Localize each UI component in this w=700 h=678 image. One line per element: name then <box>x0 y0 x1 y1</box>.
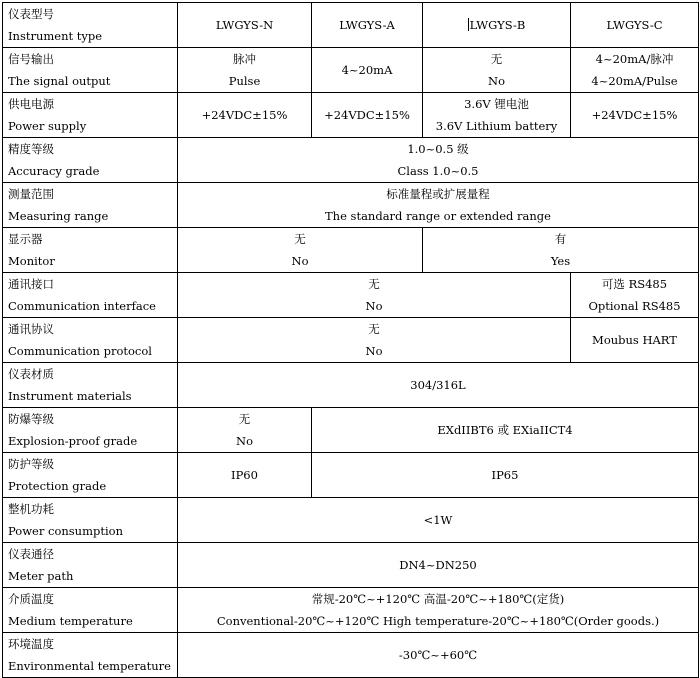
label-en: Meter path <box>8 569 74 583</box>
cell-n <box>178 48 312 93</box>
label-en: Measuring range <box>8 209 109 223</box>
row-label <box>3 588 178 633</box>
row-monitor <box>3 228 699 273</box>
label-cn: 测量范围 <box>8 187 54 201</box>
row-instrument-type <box>3 3 699 48</box>
row-label <box>3 273 178 318</box>
row-label <box>3 498 178 543</box>
value-line: No <box>291 254 309 268</box>
label-cn: 介质温度 <box>8 592 54 606</box>
row-meter-path <box>3 543 699 588</box>
value-line: No <box>236 434 253 448</box>
label-cn: 整机功耗 <box>8 502 54 516</box>
value-line: Pulse <box>228 74 261 88</box>
label-en: Instrument type <box>8 29 103 43</box>
value-line: 有 <box>554 232 567 246</box>
row-accuracy-grade <box>3 138 699 183</box>
label-en: Explosion-proof grade <box>8 434 138 448</box>
cell-a <box>312 48 423 93</box>
value-line: 无 <box>368 322 380 336</box>
value-line: Yes <box>550 254 571 268</box>
value-line: 3.6V Lithium battery <box>435 119 558 133</box>
row-label <box>3 3 178 48</box>
label-en: Communication interface <box>8 299 156 313</box>
label-en: Instrument materials <box>8 389 132 403</box>
label-en: Accuracy grade <box>8 164 100 178</box>
value-line: No <box>488 74 505 88</box>
row-label <box>3 228 178 273</box>
row-label <box>3 93 178 138</box>
label-cn: 环境温度 <box>8 637 54 651</box>
label-en: Power consumption <box>8 524 123 538</box>
text-cursor <box>468 18 469 31</box>
cell-n: IP60 <box>178 453 312 498</box>
cell-c: Moubus HART <box>571 318 699 363</box>
cell-nab <box>178 318 571 363</box>
value-line: 4~20mA/Pulse <box>591 74 678 88</box>
label-cn: 供电电源 <box>8 97 54 111</box>
label-cn: 仪表材质 <box>8 367 54 381</box>
cell-c: +24VDC±15% <box>571 93 699 138</box>
value-line: Class 1.0~0.5 <box>397 164 479 178</box>
row-communication-protocol <box>3 318 699 363</box>
label-cn: 防护等级 <box>8 457 54 471</box>
cell-all: <1W <box>178 498 699 543</box>
cell-abc: EXdIIBT6 或 EXiaIICT4 <box>312 408 699 453</box>
cell-b <box>423 93 571 138</box>
label-en: Protection grade <box>8 479 107 493</box>
value-line: 4~20mA/脉冲 <box>595 52 674 66</box>
row-communication-interface <box>3 273 699 318</box>
cell-all: DN4~DN250 <box>178 543 699 588</box>
value-line: 3.6V 锂电池 <box>464 97 529 111</box>
label-en: The signal output <box>8 74 111 88</box>
value-line: 4~20mA <box>341 63 393 77</box>
row-label <box>3 183 178 228</box>
label-en: Monitor <box>8 254 55 268</box>
row-label <box>3 363 178 408</box>
cell-c <box>571 48 699 93</box>
label-en: Environmental temperature <box>8 659 171 673</box>
model-c: LWGYS-C <box>571 3 699 48</box>
value-line: Conventional-20℃~+120℃ High temperature-20℃~+180℃(Order goods.) <box>216 614 660 628</box>
cell-n <box>178 408 312 453</box>
cell-abc: IP65 <box>312 453 699 498</box>
row-label <box>3 138 178 183</box>
label-cn: 显示器 <box>8 232 43 246</box>
cell-nab <box>178 273 571 318</box>
value-line: 可选 RS485 <box>601 277 668 291</box>
cell-all <box>178 183 699 228</box>
row-measuring-range <box>3 183 699 228</box>
row-label <box>3 453 178 498</box>
row-label <box>3 318 178 363</box>
row-protection-grade <box>3 453 699 498</box>
cell-a: +24VDC±15% <box>312 93 423 138</box>
value-line: 脉冲 <box>233 52 256 66</box>
row-power-supply <box>3 93 699 138</box>
value-line: 常规-20℃~+120℃ 高温-20℃~+180℃(定货) <box>311 592 565 606</box>
model-b-label: LWGYS-B <box>469 18 526 32</box>
model-a: LWGYS-A <box>312 3 423 48</box>
value-line: 无 <box>368 277 380 291</box>
cell-n: +24VDC±15% <box>178 93 312 138</box>
cell-all <box>178 138 699 183</box>
value-line: 无 <box>294 232 306 246</box>
label-cn: 仪表型号 <box>8 7 54 21</box>
value-line: The standard range or extended range <box>325 209 551 223</box>
cell-all: 304/316L <box>178 363 699 408</box>
cell-all: -30℃~+60℃ <box>178 633 699 678</box>
value-line: 标准量程或扩展量程 <box>386 187 490 201</box>
label-en: Medium temperature <box>8 614 133 628</box>
label-cn: 精度等级 <box>8 142 54 156</box>
value-line: No <box>365 344 383 358</box>
label-cn: 通讯接口 <box>8 277 54 291</box>
cell-bc <box>423 228 699 273</box>
label-cn: 仪表通径 <box>8 547 54 561</box>
label-cn: 防爆等级 <box>8 412 54 426</box>
cell-na <box>178 228 423 273</box>
row-label <box>3 408 178 453</box>
model-b[interactable] <box>423 3 571 48</box>
value-line: Optional RS485 <box>588 299 681 313</box>
value-line: 无 <box>490 52 503 66</box>
cell-c <box>571 273 699 318</box>
model-n: LWGYS-N <box>178 3 312 48</box>
value-line: 1.0~0.5 级 <box>407 142 469 156</box>
row-label <box>3 543 178 588</box>
row-medium-temperature <box>3 588 699 633</box>
row-instrument-materials <box>3 363 699 408</box>
label-en: Communication protocol <box>8 344 152 358</box>
row-label <box>3 48 178 93</box>
row-explosion-proof-grade <box>3 408 699 453</box>
cell-all <box>178 588 699 633</box>
row-power-consumption <box>3 498 699 543</box>
label-en: Power supply <box>8 119 87 133</box>
label-cn: 信号输出 <box>8 52 54 66</box>
cell-b <box>423 48 571 93</box>
row-signal-output <box>3 48 699 93</box>
value-line: 无 <box>238 412 251 426</box>
label-cn: 通讯协议 <box>8 322 54 336</box>
spec-table <box>2 2 699 678</box>
value-line: No <box>365 299 383 313</box>
